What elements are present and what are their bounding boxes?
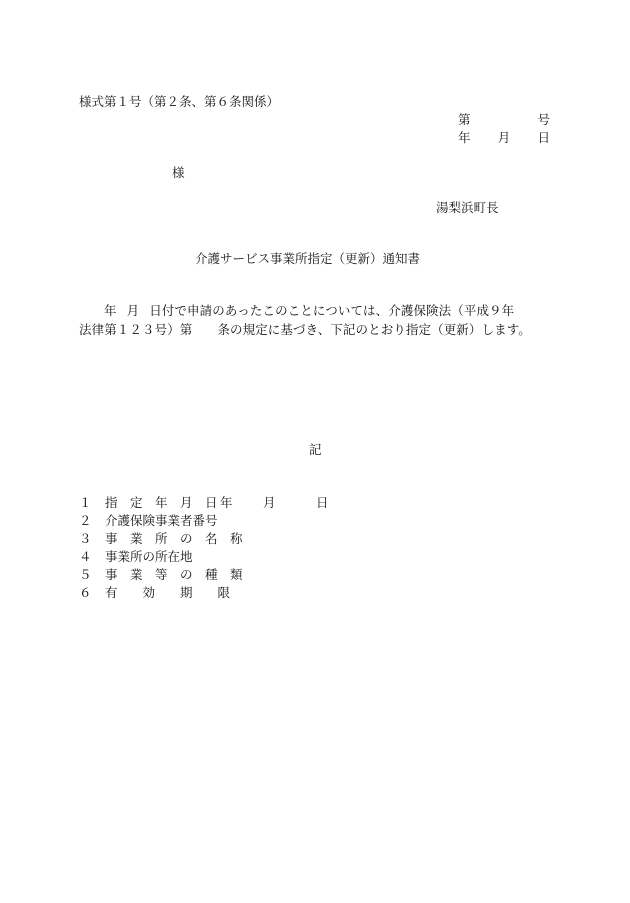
item-number: ６ (79, 584, 92, 600)
list-item (79, 530, 329, 548)
body-year: 年 (104, 303, 117, 318)
item-label: 介護保険事業者番号 (105, 512, 218, 528)
item-number: ５ (79, 566, 92, 582)
document-number-line (458, 114, 550, 127)
date-year: 年 (458, 130, 471, 145)
item-value-month: 月 (263, 494, 276, 510)
date-day: 日 (537, 130, 550, 145)
body-text-line-2 (79, 324, 531, 337)
list-item (79, 584, 329, 602)
form-label: 様式第１号（第２条、第６条関係） (79, 94, 280, 109)
body-line-1-rest: 日付で申請のあったこのことについては、介護保険法（平成９年 (149, 303, 515, 318)
item-label: 有 効 期 限 (105, 584, 231, 600)
body-month: 月 (126, 303, 140, 318)
list-item (79, 566, 329, 584)
item-number: １ (79, 494, 92, 510)
item-number: ４ (79, 548, 92, 564)
item-date-value (220, 494, 329, 510)
number-prefix: 第 (458, 112, 471, 127)
list-item (79, 512, 329, 530)
ki-heading: 記 (309, 442, 322, 457)
item-number: ２ (79, 512, 92, 528)
document-title: 介護サービス事業所指定（更新）通知書 (195, 251, 421, 266)
items-list (79, 494, 329, 602)
item-label: 事 業 等 の 種 類 (105, 566, 243, 582)
item-number: ３ (79, 530, 92, 546)
list-item (79, 494, 329, 512)
number-suffix: 号 (537, 112, 550, 127)
item-value-year: 年 (220, 494, 233, 510)
body-line-2-start: 法律第１２３号）第 (79, 322, 193, 337)
body-text-line-1 (79, 305, 514, 318)
list-item (79, 548, 329, 566)
date-month: 月 (497, 130, 511, 145)
item-label: 事 業 所 の 名 称 (105, 530, 243, 546)
body-line-2-rest: 条の規定に基づき、下記のとおり指定（更新）します。 (217, 322, 531, 337)
item-value-day: 日 (316, 494, 329, 510)
issuer-name: 湯梨浜町長 (436, 200, 499, 215)
item-label: 事業所の所在地 (105, 548, 193, 564)
recipient-honorific: 様 (172, 165, 185, 180)
item-label: 指 定 年 月 日 (105, 494, 218, 510)
document-date-line (458, 132, 550, 145)
